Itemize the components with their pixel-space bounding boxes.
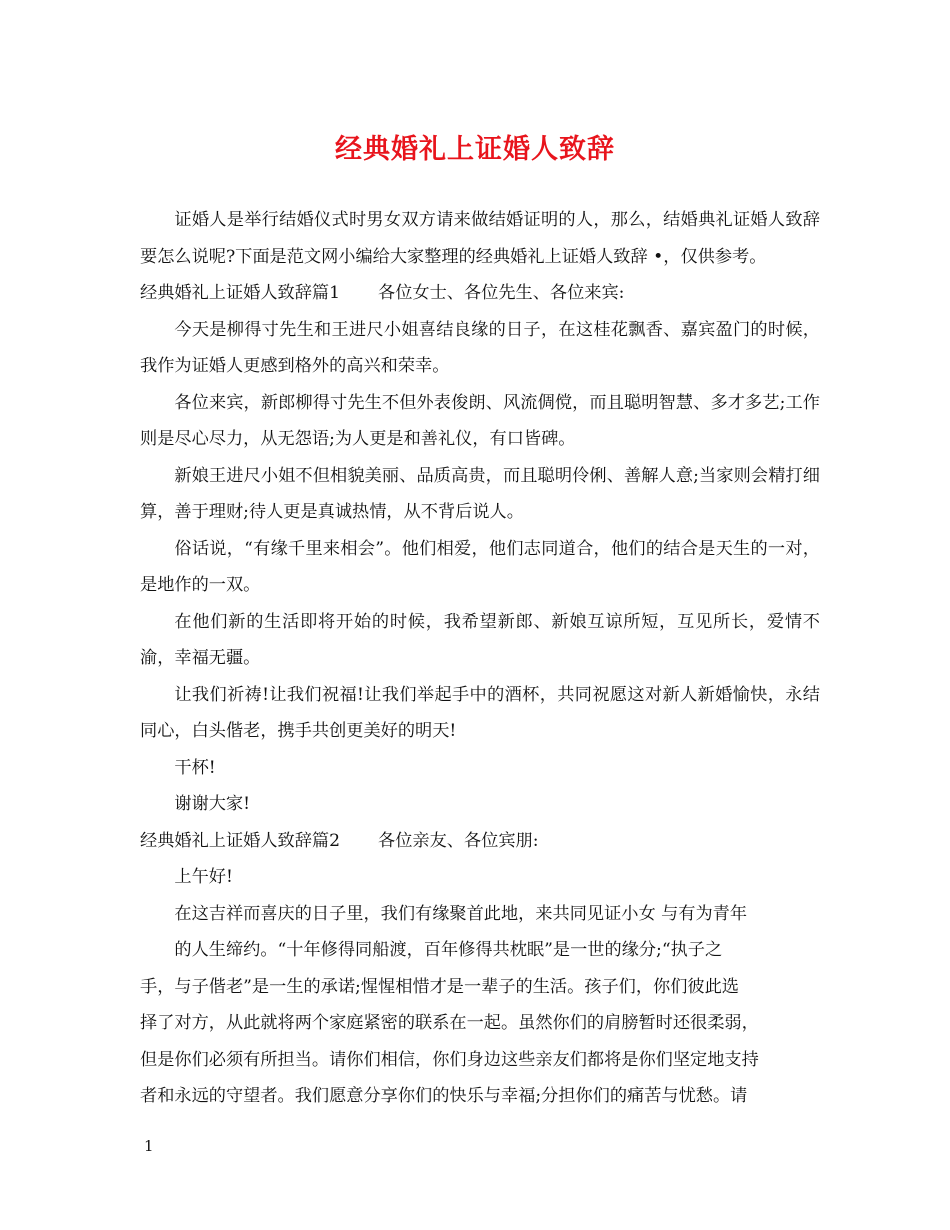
- section-2-continuation-line: 手，与子偕老”是一生的承诺;惺惺相惜才是一辈子的生活。孩子们，你们彼此选: [140, 976, 739, 997]
- section-1-paragraph: 在他们新的生活即将开始的时候，我希望新郎、新娘互谅所短，互见所长，爱情不渝，幸福无疆。: [140, 611, 820, 668]
- section-1-paragraph: 干杯!: [174, 757, 216, 778]
- section-2-heading: 经典婚礼上证婚人致辞篇2: [140, 830, 340, 851]
- section-1-paragraph: 今天是柳得寸先生和王进尺小姐喜结良缘的日子，在这桂花飘香、嘉宾盈门的时候，我作为证婚人更感到格外的高兴和荣幸。: [140, 319, 820, 376]
- section-2-paragraph: 在这吉祥而喜庆的日子里，我们有缘聚首此地，来共同见证小女 与有为青年: [174, 903, 748, 924]
- section-1-paragraph: 新娘王进尺小姐不但相貌美丽、品质高贵，而且聪明伶俐、善解人意;当家则会精打细算，善于理财;待人更是真诚热情，从不背后说人。: [140, 465, 820, 522]
- section-2-continuation-line: 者和永远的守望者。我们愿意分享你们的快乐与幸福;分担你们的痛苦与忧愁。请: [140, 1086, 748, 1106]
- section-1-paragraph: 让我们祈祷!让我们祝福!让我们举起手中的酒杯，共同祝愿这对新人新婚愉快，永结同心，白头偕老，携手共创更美好的明天!: [140, 684, 820, 741]
- document-title: 经典婚礼上证婚人致辞: [335, 134, 615, 165]
- section-2-continuation-line: 但是你们必须有所担当。请你们相信，你们身边这些亲友们都将是你们坚定地支持: [140, 1049, 759, 1070]
- section-2-paragraph: 上午好!: [174, 867, 233, 887]
- section-1-paragraph: 谢谢大家!: [174, 794, 251, 814]
- section-1-heading-line: [140, 275, 820, 312]
- section-2-heading-line: [140, 823, 820, 860]
- section-1-paragraph: 俗话说，“有缘千里来相会”。他们相爱，他们志同道合，他们的结合是天生的一对，是地作的一双。: [140, 538, 820, 595]
- section-1-paragraph: 各位来宾，新郎柳得寸先生不但外表俊朗、风流倜傥，而且聪明智慧、多才多艺;工作则是尽心尽力，从无怨语;为人更是和善礼仪，有口皆碑。: [140, 392, 820, 449]
- section-1-salutation: 各位女士、各位先生、各位来宾:: [378, 283, 625, 303]
- document-body: [140, 202, 820, 1115]
- section-2-continuation-line: 择了对方，从此就将两个家庭紧密的联系在一起。虽然你们的肩膀暂时还很柔弱，: [140, 1013, 759, 1033]
- page-number: 1: [144, 1137, 154, 1155]
- section-2-continuation-line: 的人生缔约。“十年修得同船渡，百年修得共枕眠”是一世的缘分;“执子之: [174, 940, 723, 960]
- intro-paragraph: 证婚人是举行结婚仪式时男女双方请来做结婚证明的人，那么，结婚典礼证婚人致辞要怎么说呢?下面是范文网小编给大家整理的经典婚礼上证婚人致辞 •，仅供参考。: [140, 210, 820, 267]
- section-2-salutation: 各位亲友、各位宾朋:: [378, 830, 539, 851]
- section-1-heading: 经典婚礼上证婚人致辞篇1: [140, 283, 340, 303]
